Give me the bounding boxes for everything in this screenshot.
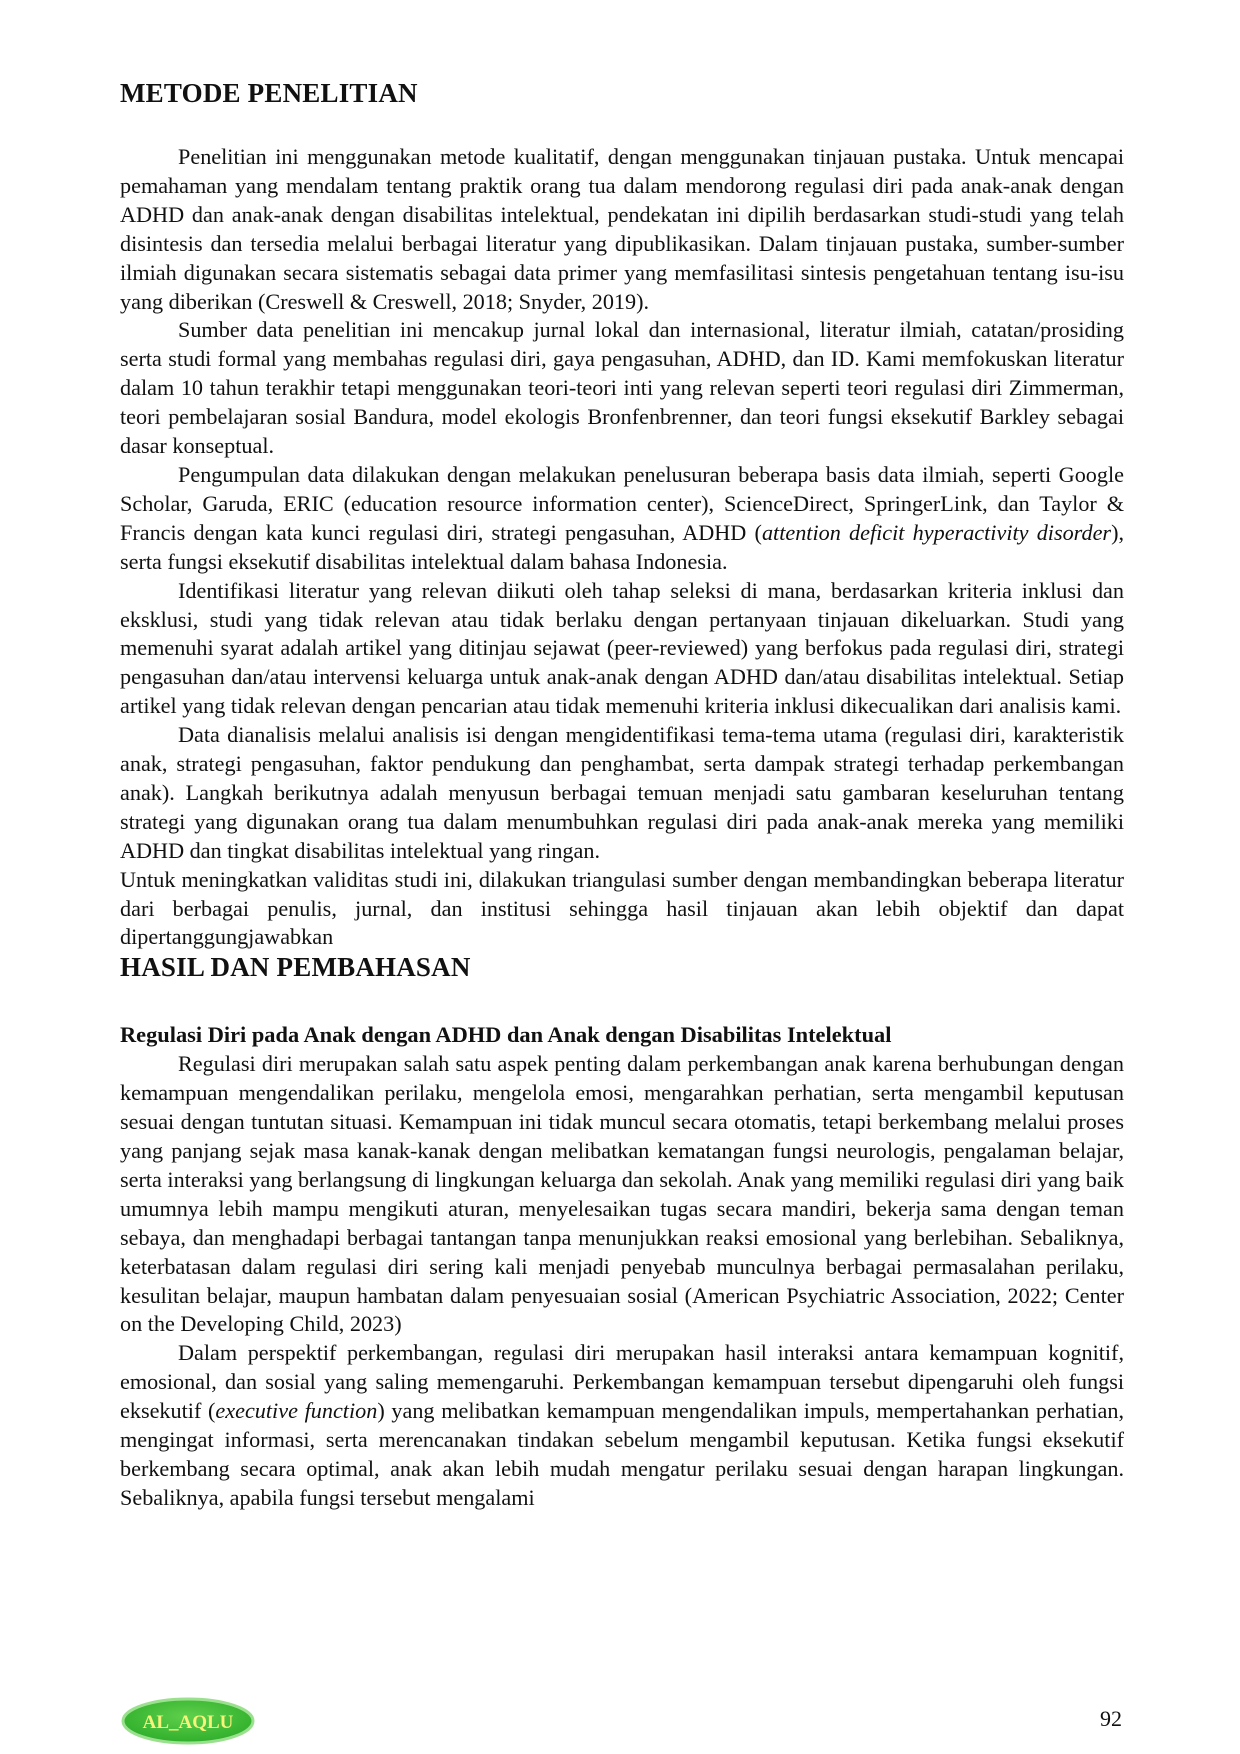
journal-logo [120, 1696, 256, 1746]
methods-body [120, 143, 1124, 952]
section-title-methods: METODE PENELITIAN [120, 78, 418, 108]
results-paragraph-2-part-2: ) yang melibatkan kemampuan mengendalikan impuls, mempertahankan perhatian, mengingat informasi, serta merencanakan tindakan sebelum mengambil keputusan. Ketika fungsi eksekutif berkembang secara optimal, anak akan lebih mudah mengatur perilaku sesuai dengan harapan lingkungan. Sebaliknya, apabila fungsi tersebut mengalami [120, 1398, 1124, 1510]
logo-text: AL_AQLU [142, 1712, 234, 1733]
results-paragraph-1: Regulasi diri merupakan salah satu aspek penting dalam perkembangan anak karena berhubungan dengan kemampuan mengendalikan perilaku, mengelola emosi, mengarahkan perhatian, serta mengambil keputusan sesuai dengan tuntutan situasi. Kemampuan ini tidak muncul secara otomatis, tetapi berkembang melalui proses yang panjang sejak masa kanak-kanak dengan melibatkan kematangan fungsi neurologis, pengalaman belajar, serta interaksi yang berlangsung di lingkungan keluarga dan sekolah. Anak yang memiliki regulasi diri yang baik umumnya lebih mampu mengikuti aturan, menyelesaikan tugas secara mandiri, bekerja sama dengan teman sebaya, dan menghadapi berbagai tantangan tanpa menunjukkan reaksi emosional yang berlebihan. Sebaliknya, keterbatasan dalam regulasi diri sering kali menjadi penyebab munculnya berbagai permasalahan perilaku, kesulitan belajar, maupun hambatan dalam penyesuaian sosial (American Psychiatric Association, 2022; Center on the Developing Child, 2023) [120, 1051, 1124, 1337]
page-number: 92 [1100, 1706, 1122, 1731]
methods-paragraph-4: Identifikasi literatur yang relevan diikuti oleh tahap seleksi di mana, berdasarkan kriteria inklusi dan eksklusi, studi yang tidak relevan atau tidak berlaku dengan pertanyaan tinjauan dikeluarkan. Studi yang memenuhi syarat adalah artikel yang ditinjau sejawat (peer-reviewed) yang berfokus pada regulasi diri, strategi pengasuhan dan/atau intervensi keluarga untuk anak-anak dengan ADHD dan/atau disabilitas intelektual. Setiap artikel yang tidak relevan dengan pencarian atau tidak memenuhi kriteria inklusi dikecualikan dari analisis kami. [120, 577, 1124, 719]
methods-paragraph-1: Penelitian ini menggunakan metode kualitatif, dengan menggunakan tinjauan pustaka. Untuk mencapai pemahaman yang mendalam tentang praktik orang tua dalam mendorong regulasi diri pada anak-anak dengan ADHD dan anak-anak dengan disabilitas intelektual, pendekatan ini dipilih berdasarkan studi-studi yang telah disintesis dan tersedia melalui berbagai literatur yang dipublikasikan. Dalam tinjauan pustaka, sumber-sumber ilmiah digunakan secara sistematis sebagai data primer yang memfasilitasi sintesis pengetahuan tentang isu-isu yang diberikan (Creswell & Creswell, 2018; Snyder, 2019). [120, 144, 1124, 314]
methods-paragraph-3-part-2: ), serta fungsi eksekutif disabilitas intelektual dalam bahasa Indonesia. [120, 519, 1125, 574]
methods-paragraph-5: Data dianalisis melalui analisis isi dengan mengidentifikasi tema-tema utama (regulasi diri, karakteristik anak, strategi pengasuhan, faktor pendukung dan penghambat, serta dampak strategi terhadap perkembangan anak). Langkah berikutnya adalah menyusun berbagai temuan menjadi satu gambaran keseluruhan tentang strategi yang digunakan orang tua dalam menumbuhkan regulasi diri pada anak-anak mereka yang memiliki ADHD dan tingkat disabilitas intelektual yang ringan. [120, 722, 1124, 863]
section-title-results: HASIL DAN PEMBAHASAN [120, 952, 471, 983]
results-subheading: Regulasi Diri pada Anak dengan ADHD dan Anak dengan Disabilitas Intelektual [120, 1022, 892, 1048]
methods-paragraph-3 [120, 461, 1124, 577]
methods-paragraph-3-part-1: Pengumpulan data dilakukan dengan melakukan penelusuran beberapa basis data ilmiah, seperti Google Scholar, Garuda, ERIC (education resource information center), ScienceDirect, SpringerLink, dan Taylor & Francis dengan kata kunci regulasi diri, strategi pengasuhan, ADHD ( [120, 461, 1124, 545]
page-content [120, 78, 1124, 1513]
methods-paragraph-2: Sumber data penelitian ini mencakup jurnal lokal dan internasional, literatur ilmiah, catatan/prosiding serta studi formal yang membahas regulasi diri, gaya pengasuhan, ADHD, dan ID. Kami memfokuskan literatur dalam 10 tahun terakhir tetapi menggunakan teori-teori inti yang relevan seperti teori regulasi diri Zimmerman, teori pembelajaran sosial Bandura, model ekologis Bronfenbrenner, dan teori fungsi eksekutif Barkley sebagai dasar konseptual. [120, 317, 1124, 459]
methods-paragraph-3-italic-term: attention deficit hyperactivity disorder [761, 519, 1112, 545]
methods-paragraph-6: Untuk meningkatkan validitas studi ini, dilakukan triangulasi sumber dengan membandingkan beberapa literatur dari berbagai penulis, jurnal, dan institusi sehingga hasil tinjauan akan lebih objektif dan dapat dipertanggungjawabkan [120, 866, 1124, 950]
results-paragraph-2 [120, 1339, 1124, 1512]
results-paragraph-2-part-1: Dalam perspektif perkembangan, regulasi diri merupakan hasil interaksi antara kemampuan kognitif, emosional, dan sosial yang saling memengaruhi. Perkembangan kemampuan tersebut dipengaruhi oleh fungsi eksekutif ( [120, 1340, 1124, 1424]
results-body [120, 1050, 1124, 1513]
results-paragraph-2-italic-term: executive function [215, 1398, 378, 1424]
